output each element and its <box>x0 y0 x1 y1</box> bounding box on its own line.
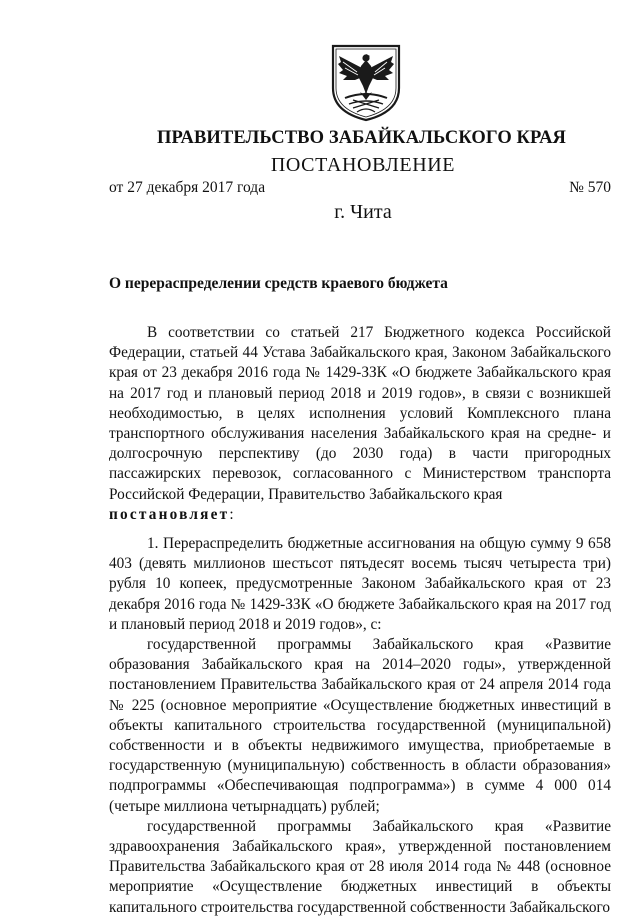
document-body <box>109 323 611 918</box>
government-title: ПРАВИТЕЛЬСТВО ЗАБАЙКАЛЬСКОГО КРАЯ <box>156 128 567 148</box>
coat-of-arms-icon <box>327 42 405 122</box>
document-number: № 570 <box>569 179 611 196</box>
document-type: ПОСТАНОВЛЕНИЕ <box>270 154 456 176</box>
document-date: от 27 декабря 2017 года <box>109 179 266 196</box>
sub-item-healthcare-paragraph: государственной программы Забайкальского края «Развитие здравоохранения Забайкальского края», утвержденной постановлением Правительства Забайкальского края от 28 июля 2014 года № 448 (основное мероприятие «Осуществление бюджетных инвестиций в объекты капитального строительства государственной собственности Забайкальского <box>109 817 611 916</box>
item-1-paragraph: 1. Перераспределить бюджетные ассигнования на общую сумму 9 658 403 (девять миллионов шестьсот пятьдесят восемь тысяч четыреста три) рубля 10 копеек, предусмотренные Законом Забайкальского края от 23 декабря 2016 года № 1429-ЗЗК «О бюджете Забайкальского края на 2017 год и плановый период 2018 и 2019 годов», с: <box>109 535 611 633</box>
decree-colon: : <box>229 505 234 523</box>
preamble-paragraph <box>109 323 611 525</box>
issuing-city: г. Чита <box>334 201 392 223</box>
sub-item-education-paragraph: государственной программы Забайкальского края «Развитие образования Забайкальского края на 2014–2020 годы», утвержденной постановлением Правительства Забайкальского края от 24 апреля 2014 года № 225 (основное мероприятие «Осуществление бюджетных инвестиций в объекты капитального строительства государственной (муниципальной) собственности и в объекты недвижимого имущества, приобретаемые в государственную (муниципальную) собственность в области образования» подпрограммы «Обеспечивающая подпрограмма») в сумме 4 000 014 (четыре миллиона четырнадцать) рублей; <box>109 636 611 815</box>
decree-word: постановляет <box>109 505 230 523</box>
document-subject: О перераспределении средств краевого бюджета <box>109 275 448 292</box>
preamble-text: В соответствии со статьей 217 Бюджетного кодекса Российской Федерации, статьей 44 Устава Забайкальского края, Законом Забайкальского края от 23 декабря 2016 года № 1429-ЗЗК «О бюджете Забайкальского края на 2017 год и плановый период 2018 и 2019 годов», в связи с возникшей необходимостью, в целях исполнения условий Комплексного плана транспортного обслуживания населения Забайкальского края на средне- и долгосрочную перспективу (до 2030 года) в части пригородных пассажирских перевозок, согласованного с Министерством транспорта Российской Федерации, Правительство Забайкальского края <box>109 324 611 503</box>
